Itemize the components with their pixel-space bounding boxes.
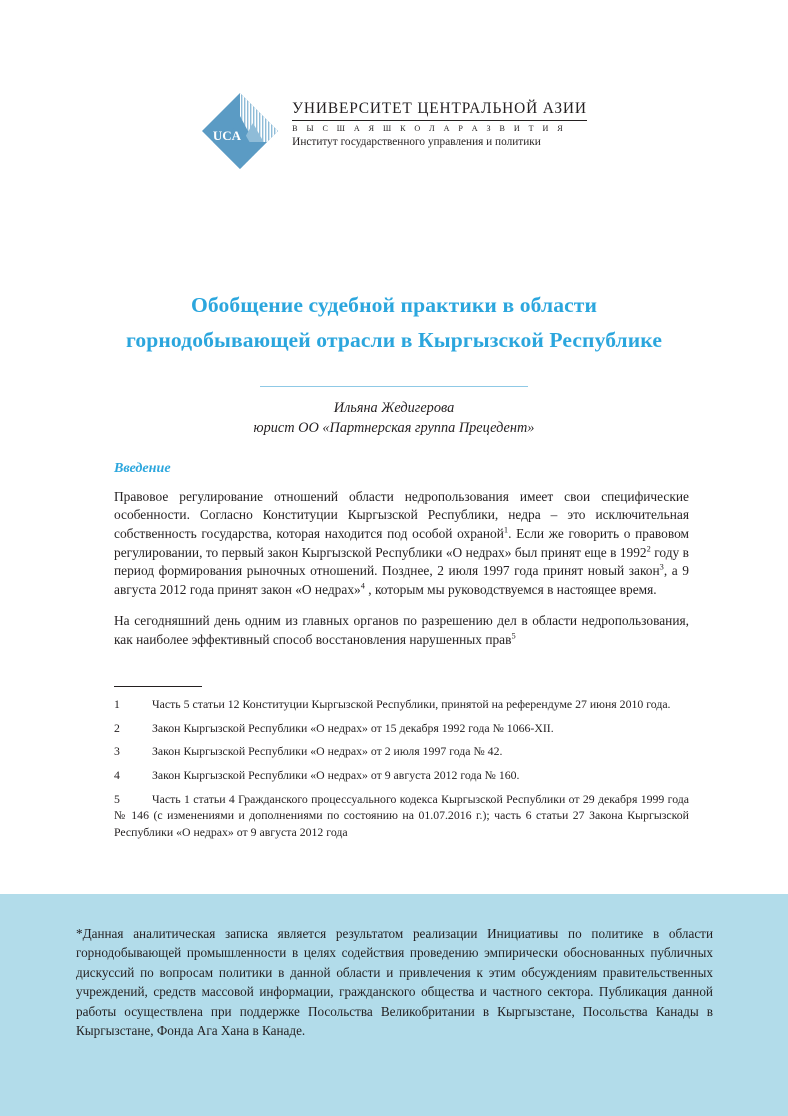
footnote-text: Часть 5 статьи 12 Конституции Кыргызской Республики, принятой на референдуме 27 июня 2010 года. <box>152 697 671 712</box>
footnote-number: 5 <box>114 791 120 806</box>
intro-p1-part-d: , а 9 августа 2012 года принят закон «О недрах» <box>114 563 689 597</box>
footnote-text: Закон Кыргызской Республики «О недрах» от 9 августа 2012 года № 160. <box>152 767 520 782</box>
footnote-ref-5[interactable]: 5 <box>511 631 516 641</box>
disclaimer-text: *Данная аналитическая записка является результатом реализации Инициативы по политике в области горнодобывающей промышленности в целях содействия проведению эмпирически обоснованных публичных дискуссий по вопросам политики в данной области и привлечения к этим обсуждениям правительственных учреждений, средств массовой информации, гражданского общества и частного сектора. Публикация данной работы осуществлена при поддержке Посольства Великобритании в Кыргызстане, Посольства Канады в Кыргызстане, Фонда Ага Хана в Канаде. <box>76 926 713 1039</box>
masthead <box>0 92 788 170</box>
footnote-number: 4 <box>114 767 120 782</box>
body-content <box>114 460 689 662</box>
footnote-separator <box>114 686 202 687</box>
footnote-text: Закон Кыргызской Республики «О недрах» от 2 июля 1997 года № 42. <box>152 744 503 759</box>
intro-p1-part-e: , которым мы руководствуемся в настоящее время. <box>364 581 657 597</box>
logo-school-name: В Ы С Ш А Я Ш К О Л А Р А З В И Т И Я <box>292 123 567 133</box>
svg-text:UCA: UCA <box>213 128 242 143</box>
logo-university-name: УНИВЕРСИТЕТ ЦЕНТРАЛЬНОЙ АЗИИ <box>292 101 587 121</box>
footnote-item <box>114 720 689 737</box>
intro-paragraph-1 <box>114 488 689 599</box>
author-block <box>94 386 694 439</box>
footnote-item <box>114 696 689 713</box>
footnote-item <box>114 743 689 760</box>
footnote-item <box>114 791 689 841</box>
footnote-number: 1 <box>114 697 120 712</box>
page-title <box>94 288 694 358</box>
footnote-number: 2 <box>114 720 120 735</box>
title-block <box>94 288 694 358</box>
intro-p2-part-a: На сегодняшний день одним из главных органов по разрешению дел в области недропользования, как наиболее эффективный способ восстановления нарушенных прав <box>114 613 689 647</box>
page-title-line-2: горнодобывающей отрасли в Кыргызской Республике <box>125 327 662 352</box>
intro-p1-part-c: году в период формирования рыночных отношений. Позднее, 2 июля 1997 года принят новый закон <box>114 544 689 579</box>
logo-institute-name: Институт государственного управления и политики <box>292 135 541 148</box>
footnote-ref-2[interactable]: 2 <box>646 544 651 554</box>
footnote-number: 3 <box>114 744 120 759</box>
page-title-line-1: Обобщение судебной практики в области <box>190 293 598 317</box>
disclaimer-band <box>0 894 788 1116</box>
footnote-ref-4[interactable]: 4 <box>360 581 365 591</box>
uca-logo-lockup <box>201 92 587 170</box>
footnote-item <box>114 767 689 784</box>
author-affiliation: юрист ОО «Партнерская группа Прецедент» <box>253 420 535 437</box>
intro-p1-part-b: . Если же говорить о правовом регулировании, то первый закон Кыргызской Республики «О недрах» был принят еще в 1992 <box>114 526 690 560</box>
intro-paragraph-2 <box>114 612 689 649</box>
author-name: Ильяна Жедигерова <box>333 400 455 417</box>
author-divider <box>260 386 528 387</box>
footnote-ref-1[interactable]: 1 <box>503 525 509 535</box>
footnotes-section <box>114 686 689 847</box>
footnote-text: Закон Кыргызской Республики «О недрах» от 15 декабря 1992 года № 1066-XII. <box>152 720 554 735</box>
uca-diamond-logo-icon <box>201 92 279 170</box>
footnote-ref-3[interactable]: 3 <box>659 562 664 572</box>
footnote-text: Часть 1 статьи 4 Гражданского процессуального кодекса Кыргызской Республики от 29 декабря 1999 года № 146 (с изменениями и дополнениями по состоянию на 01.07.2016 г.); часть 6 статьи 27 Закона Кыргызской Республики «О недрах» от 9 августа 2012 года <box>114 791 689 839</box>
intro-p1-part-a: Правовое регулирование отношений области недропользования имеет свои специфические особенности. Согласно Конституции Кыргызской Республики, недра – это исключительная собственность государства, которая находится под особой охраной <box>114 488 689 542</box>
section-heading-introduction: Введение <box>114 460 171 476</box>
logo-wordmark <box>292 92 587 148</box>
